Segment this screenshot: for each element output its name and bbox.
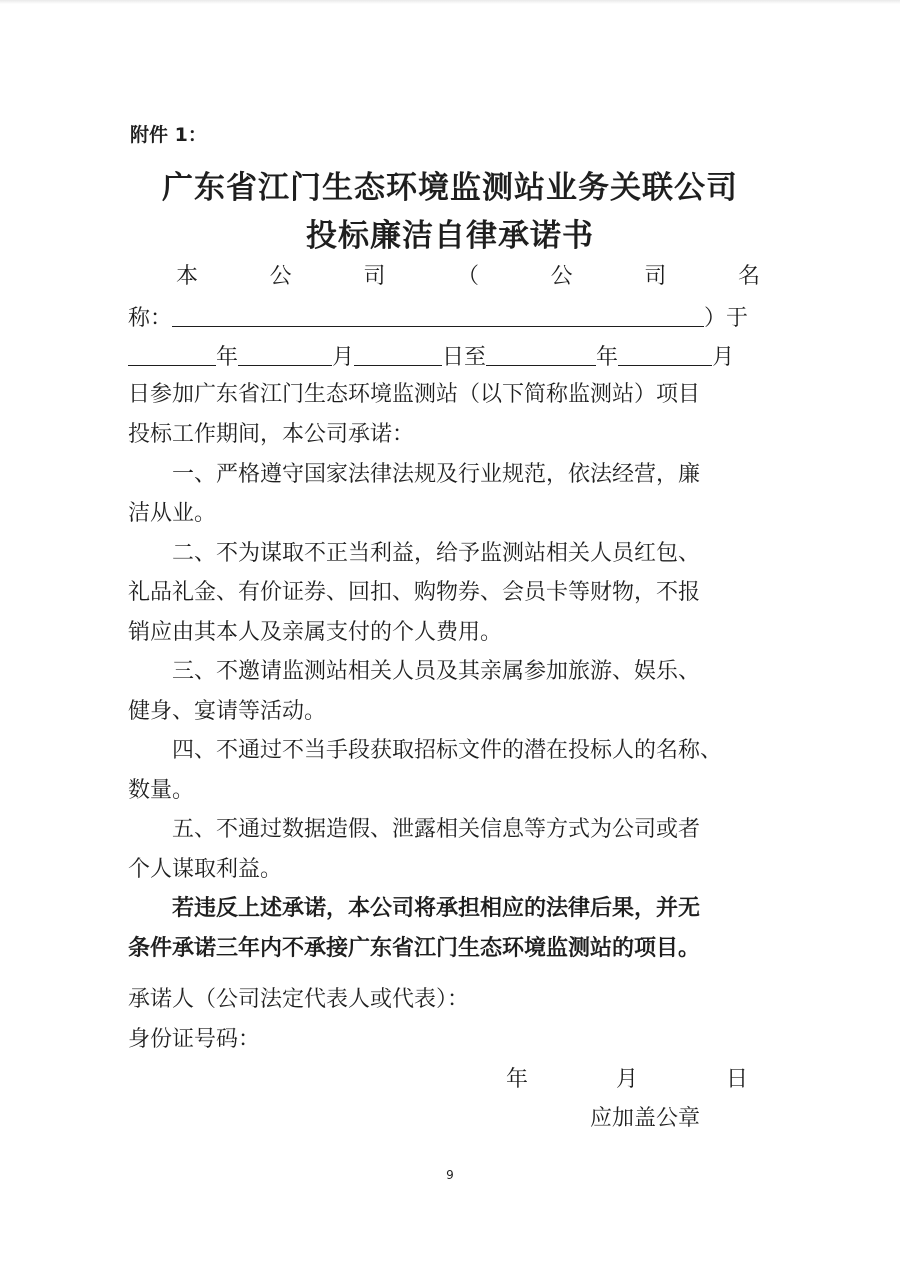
intro-line-2 xyxy=(128,302,760,334)
document-title-line2: 投标廉洁自律承诺书 xyxy=(306,218,594,254)
intro-char: 公 xyxy=(269,264,292,289)
item-4-line-2: 数量。 xyxy=(128,778,195,803)
seal-note: 应加盖公章 xyxy=(590,1106,701,1131)
item-5-line-1: 五、不通过数据造假、泄露相关信息等方式为公司或者 xyxy=(172,817,701,842)
intro-char: （ xyxy=(456,264,479,289)
intro-line-4: 日参加广东省江门生态环境监测站（以下简称监测站）项目 xyxy=(128,382,701,407)
sign-month-label: 月 xyxy=(616,1067,639,1092)
consequence-line-1: 若违反上述承诺，本公司将承担相应的法律后果，并无 xyxy=(172,896,701,921)
item-4-line-1: 四、不通过不当手段获取招标文件的潜在投标人的名称、 xyxy=(172,738,723,763)
item-2-line-1: 二、不为谋取不正当利益，给予监测站相关人员红包、 xyxy=(172,541,701,566)
item-3-line-2: 健身、宴请等活动。 xyxy=(128,699,327,724)
scan-edge xyxy=(0,0,900,4)
year-label: 年 xyxy=(216,345,239,370)
end-year-blank[interactable] xyxy=(486,341,596,366)
item-3-line-1: 三、不邀请监测站相关人员及其亲属参加旅游、娱乐、 xyxy=(172,659,701,684)
document-title-line1: 广东省江门生态环境监测站业务关联公司 xyxy=(162,170,738,206)
item-2-line-3: 销应由其本人及亲属支付的个人费用。 xyxy=(128,620,503,645)
company-name-blank[interactable] xyxy=(172,302,704,327)
intro-char: 司 xyxy=(644,264,667,289)
item-5-line-2: 个人谋取利益。 xyxy=(128,857,283,882)
company-name-prefix: 称： xyxy=(128,306,173,331)
sign-day-label: 日 xyxy=(726,1067,749,1092)
end-month-blank[interactable] xyxy=(618,341,712,366)
start-month-blank[interactable] xyxy=(238,341,332,366)
month-label: 月 xyxy=(332,345,355,370)
intro-char: 公 xyxy=(550,264,573,289)
company-name-suffix: ）于 xyxy=(704,306,749,331)
item-1-line-1: 一、严格遵守国家法律法规及行业规范，依法经营，廉 xyxy=(172,462,701,487)
page-number: 9 xyxy=(446,1168,454,1182)
item-1-line-2: 洁从业。 xyxy=(128,501,217,526)
start-day-blank[interactable] xyxy=(354,341,442,366)
promisor-label: 承诺人（公司法定代表人或代表）： xyxy=(128,987,470,1012)
intro-char: 名 xyxy=(737,264,760,289)
day-to-label: 日至 xyxy=(442,345,487,370)
month-label: 月 xyxy=(712,345,735,370)
attachment-label: 附件 1： xyxy=(130,124,207,146)
consequence-line-2: 条件承诺三年内不承接广东省江门生态环境监测站的项目。 xyxy=(128,936,701,961)
intro-line-3 xyxy=(128,341,760,373)
intro-line-5: 投标工作期间，本公司承诺： xyxy=(128,422,415,447)
item-2-line-2: 礼品礼金、有价证券、回扣、购物券、会员卡等财物，不报 xyxy=(128,580,701,605)
year-label: 年 xyxy=(596,345,619,370)
id-number-label: 身份证号码： xyxy=(128,1027,261,1052)
start-year-blank[interactable] xyxy=(128,341,216,366)
sign-year-label: 年 xyxy=(506,1067,529,1092)
intro-line-1 xyxy=(128,262,760,292)
intro-char: 本 xyxy=(176,264,199,289)
intro-char: 司 xyxy=(363,264,386,289)
